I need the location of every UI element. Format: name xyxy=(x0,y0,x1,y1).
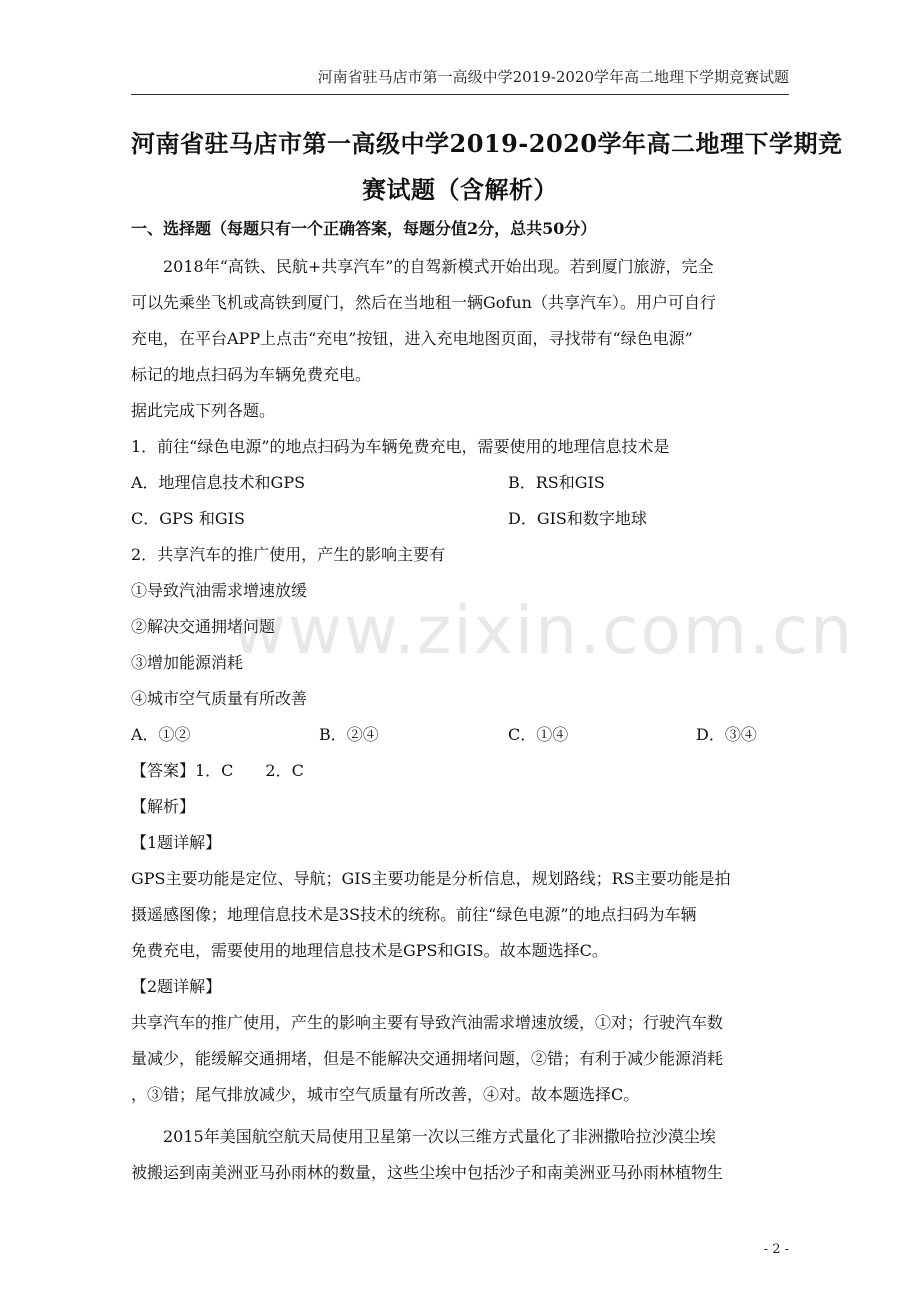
document-title-line-2: 赛试题（含解析） xyxy=(362,175,558,204)
question-1-option-d: D．GIS和数字地球 xyxy=(508,509,647,528)
detail-2-line: 量减少，能缓解交通拥堵，但是不能解决交通拥堵问题，②错；有利于减少能源消耗 xyxy=(131,1049,724,1068)
running-header-title: 河南省驻马店市第一高级中学2019-2020学年高二地理下学期竞赛试题 xyxy=(317,68,789,86)
question-2-option-b: B．②④ xyxy=(319,725,379,744)
answer-key: 【答案】1．C 2．C xyxy=(131,761,304,780)
page-number: - 2 - xyxy=(763,1242,789,1257)
passage1-line: 可以先乘坐飞机或高铁到厦门，然后在当地租一辆Gofun（共享汽车）。用户可自行 xyxy=(131,293,716,312)
question-2-stem: 2．共享汽车的推广使用，产生的影响主要有 xyxy=(131,545,446,564)
page-header xyxy=(131,62,789,95)
question-2-option-d: D．③④ xyxy=(696,725,757,744)
question-1-option-c: C．GPS 和GIS xyxy=(131,509,245,528)
detail-2-line: 共享汽车的推广使用，产生的影响主要有导致汽油需求增速放缓，①对；行驶汽车数 xyxy=(131,1013,724,1032)
question-2-item: ③增加能源消耗 xyxy=(131,653,244,672)
question-2-item: ④城市空气质量有所改善 xyxy=(131,689,308,708)
watermark: www.zixin.com.cn xyxy=(232,592,855,669)
detail-2-line: ，③错；尾气排放减少，城市空气质量有所改善，④对。故本题选择C。 xyxy=(131,1085,640,1104)
passage2-line: 2015年美国航空航天局使用卫星第一次以三维方式量化了非洲撒哈拉沙漠尘埃 xyxy=(163,1127,716,1146)
question-2-item: ②解决交通拥堵问题 xyxy=(131,617,276,636)
passage2-line: 被搬运到南美洲亚马孙雨林的数量，这些尘埃中包括沙子和南美洲亚马孙雨林植物生 xyxy=(131,1163,724,1182)
detail-1-label: 【1题详解】 xyxy=(131,833,222,852)
detail-2-label: 【2题详解】 xyxy=(131,977,222,996)
passage1-line: 标记的地点扫码为车辆免费充电。 xyxy=(131,365,372,384)
question-1-option-a: A．地理信息技术和GPS xyxy=(131,473,306,492)
analysis-label: 【解析】 xyxy=(131,797,196,816)
document-title-line-1: 河南省驻马店市第一高级中学2019-2020学年高二地理下学期竞 xyxy=(131,129,843,158)
detail-1-line: GPS主要功能是定位、导航；GIS主要功能是分析信息，规划路线；RS主要功能是拍 xyxy=(131,869,731,888)
section-heading: 一、选择题（每题只有一个正确答案，每题分值2分，总共50分） xyxy=(131,219,597,238)
question-2-option-c: C．①④ xyxy=(508,725,569,744)
detail-1-line: 免费充电，需要使用的地理信息技术是GPS和GIS。故本题选择C。 xyxy=(131,941,608,960)
question-1-option-b: B．RS和GIS xyxy=(508,473,605,492)
passage1-line: 2018年“高铁、民航+共享汽车”的自驾新模式开始出现。若到厦门旅游，完全 xyxy=(163,257,714,276)
question-2-option-a: A．①② xyxy=(131,725,191,744)
question-1-stem: 1．前往“绿色电源”的地点扫码为车辆免费充电，需要使用的地理信息技术是 xyxy=(131,437,670,456)
detail-1-line: 摄遥感图像；地理信息技术是3S技术的统称。前往“绿色电源”的地点扫码为车辆 xyxy=(131,905,697,924)
question-2-item: ①导致汽油需求增速放缓 xyxy=(131,581,308,600)
instruction: 据此完成下列各题。 xyxy=(131,401,276,420)
passage1-line: 充电，在平台APP上点击“充电”按钮，进入充电地图页面，寻找带有“绿色电源” xyxy=(131,329,693,348)
